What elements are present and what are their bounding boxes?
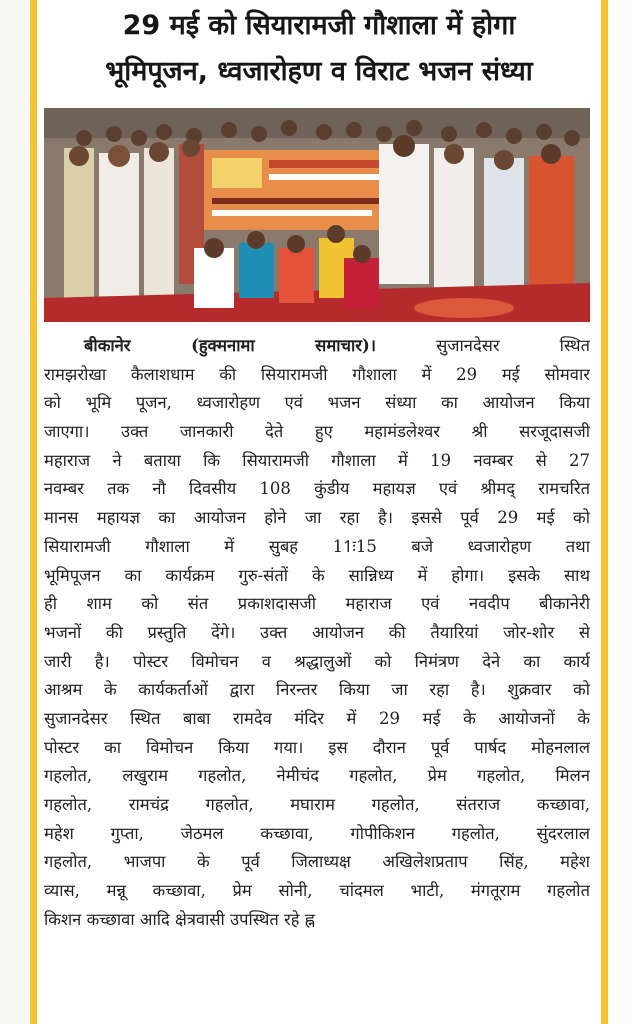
- article-line: जारी है। पोस्टर विमोचन व श्रद्धालुओं को निमंत्रण देने का कार्य: [44, 651, 590, 671]
- article-line: गहलोत, रामचंद्र गहलोत, मघाराम गहलोत, संतराज कच्छावा,: [44, 795, 590, 814]
- article-body: [44, 332, 590, 934]
- dateline: बीकानेर (हुक्मनामा समाचार)।: [84, 336, 377, 355]
- article-line: नवम्बर तक नौ दिवसीय 108 कुंडीय महायज्ञ एवं श्रीमद् रामचरित: [44, 479, 590, 499]
- article-line: गहलोत, लखुराम गहलोत, नेमीचंद गहलोत, प्रेम गहलोत, मिलन: [44, 766, 590, 786]
- group-photo-illustration: [44, 108, 590, 322]
- article-line: गहलोत, भाजपा के पूर्व जिलाध्यक्ष अखिलेशप्रताप सिंह, महेश: [44, 852, 590, 872]
- left-column-rule: [30, 0, 37, 1024]
- article-line: जाएगा। उक्त जानकारी देते हुए महामंडलेश्वर श्री सरजूदासजी: [44, 422, 590, 442]
- article-line: पोस्टर का विमोचन किया गया। इस दौरान पूर्व पार्षद मोहनलाल: [44, 737, 590, 757]
- article-line: बीकानेर (हुक्मनामा समाचार)। सुजानदेसर स्थित: [84, 336, 590, 355]
- article-line: भूमिपूजन का कार्यक्रम गुरु-संतों के सान्निध्य में होगा। इसके साथ: [44, 565, 590, 585]
- article-line: सियारामजी गौशाला में सुबह 11ः15 बजे ध्वजारोहण तथा: [44, 536, 590, 556]
- article-line: रामझरोखा कैलाशधाम की सियारामजी गौशाला में 29 मई सोमवार: [44, 364, 590, 384]
- headline-line-2: भूमिपूजन, ध्वजारोहण व विराट भजन संध्या: [105, 56, 533, 87]
- article-line: किशन कच्छावा आदि क्षेत्रवासी उपस्थित रहे ह्न: [44, 909, 316, 929]
- article-line: मानस महायज्ञ का आयोजन होने जा रहा है। इससे पूर्व 29 मई को: [44, 508, 590, 528]
- news-photo: [44, 108, 590, 322]
- right-page-margin: [608, 0, 631, 1024]
- left-page-margin: [0, 0, 30, 1024]
- article-line: सुजानदेसर स्थित बाबा रामदेव मंदिर में 29 मई के आयोजनों के: [44, 708, 590, 728]
- next-article-fragment: [250, 1016, 370, 1024]
- article-line: आश्रम के कार्यकर्ताओं द्वारा निरन्तर किया जा रहा है। शुक्रवार को: [44, 680, 590, 700]
- article-line: महेश गुप्ता, जेठमल कच्छावा, गोपीकिशन गहलोत, सुंदरलाल: [44, 823, 590, 843]
- article-line: भजनों की प्रस्तुति देंगे। उक्त आयोजन की तैयारियां जोर-शोर से: [44, 622, 590, 642]
- headline-line-1: 29 मई को सियारामजी गौशाला में होगा: [122, 10, 516, 41]
- article-line: व्यास, मन्नू कच्छावा, प्रेम सोनी, चांदमल भाटी, मंगतूराम गहलोत: [44, 881, 590, 901]
- article-line: महाराज ने बताया कि सियारामजी गौशाला में 19 नवम्बर से 27: [44, 450, 590, 470]
- right-column-rule: [601, 0, 608, 1024]
- article-line: ही शाम को संत प्रकाशदासजी महाराज एवं नवदीप बीकानेरी: [44, 594, 590, 614]
- article-line: को भूमि पूजन, ध्वजारोहण एवं भजन संध्या का आयोजन किया: [44, 393, 590, 413]
